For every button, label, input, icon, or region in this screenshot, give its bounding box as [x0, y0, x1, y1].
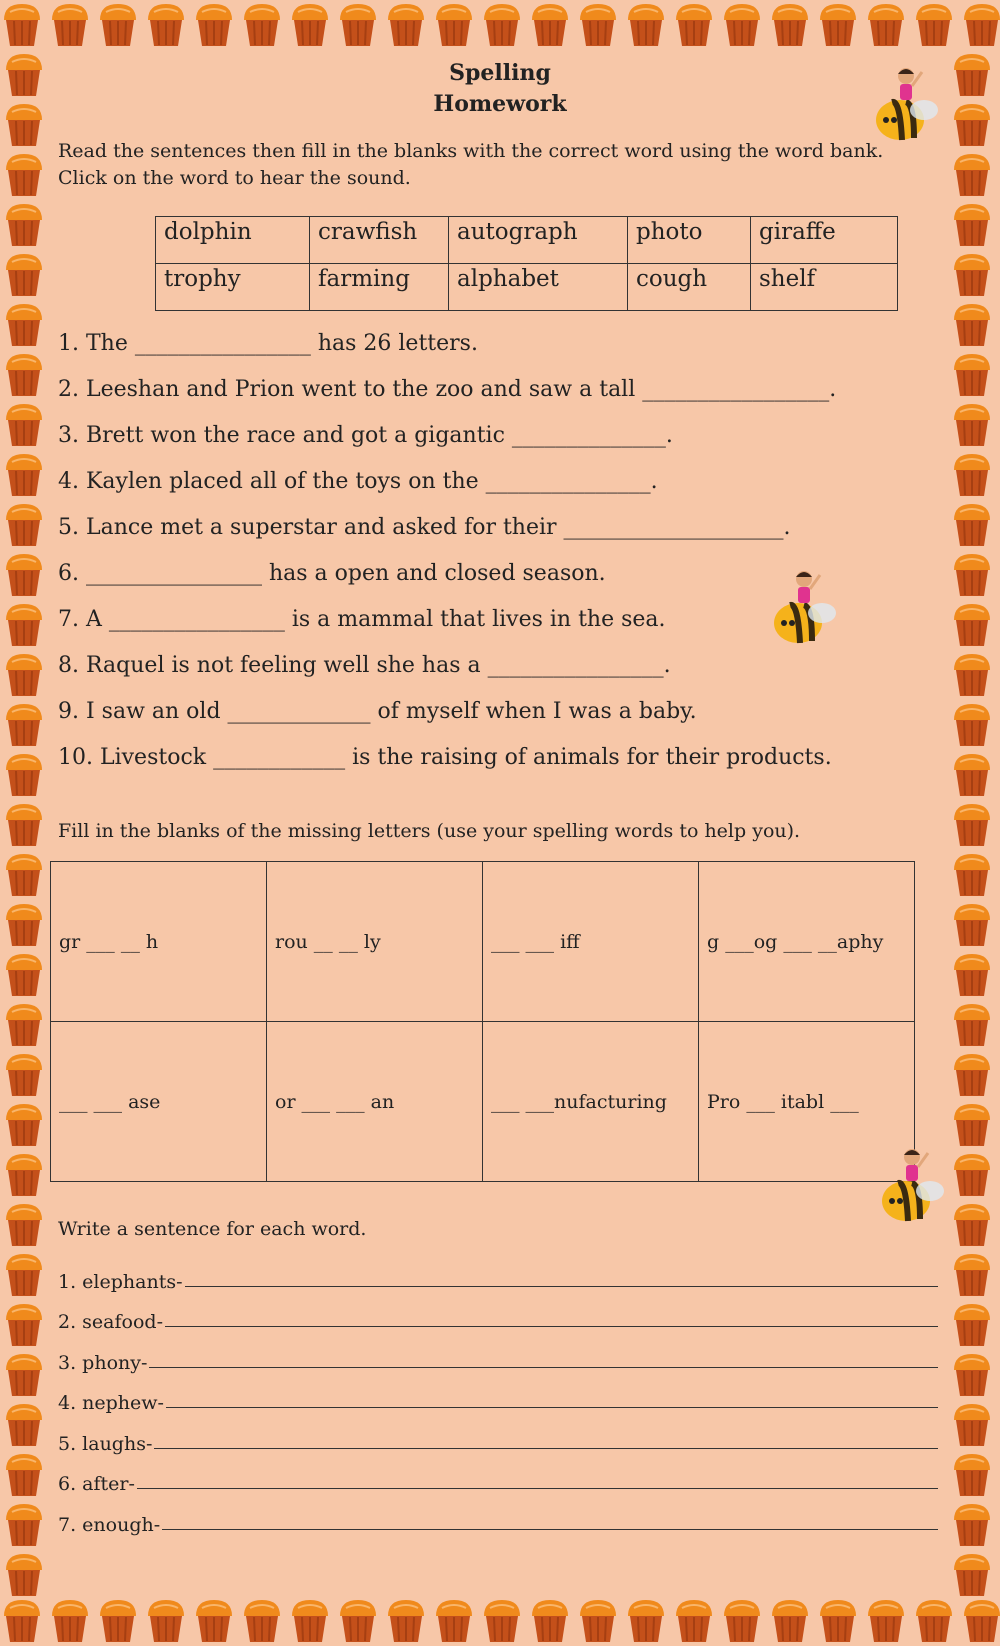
muffin-icon	[2, 750, 46, 798]
muffin-icon	[432, 0, 476, 48]
muffin-icon	[950, 1300, 994, 1348]
muffin-icon	[384, 1596, 428, 1644]
muffin-icon	[672, 0, 716, 48]
muffin-icon	[950, 1450, 994, 1498]
write-item	[58, 1252, 938, 1293]
muffin-icon	[528, 1596, 572, 1644]
write-sentence-instructions: Write a sentence for each word.	[58, 1218, 367, 1240]
muffin-icon	[2, 300, 46, 348]
muffin-icon	[0, 0, 44, 48]
missing-letters-instructions: Fill in the blanks of the missing letters (use your spelling words to help you).	[58, 820, 801, 842]
bee-rider-icon	[872, 62, 942, 147]
muffin-icon	[950, 300, 994, 348]
muffin-icon	[2, 250, 46, 298]
missing-letters-cell: ___ ___ iff	[483, 862, 699, 1022]
muffin-icon	[576, 1596, 620, 1644]
write-word-label: 1. elephants-	[58, 1270, 183, 1293]
write-word-label: 2. seafood-	[58, 1311, 163, 1333]
sentence-item: 4. Kaylen placed all of the toys on the _______________.	[58, 469, 658, 494]
muffin-icon	[480, 0, 524, 48]
write-item	[58, 1374, 938, 1415]
muffin-icon	[624, 1596, 668, 1644]
answer-line[interactable]	[154, 1448, 938, 1449]
muffin-icon	[950, 1150, 994, 1198]
missing-letters-cell: ___ ___nufacturing	[483, 1022, 699, 1182]
muffin-icon	[240, 1596, 284, 1644]
muffin-icon	[950, 150, 994, 198]
muffin-icon	[2, 650, 46, 698]
muffin-icon	[672, 1596, 716, 1644]
word-bank-word[interactable]: photo	[628, 217, 751, 264]
missing-letters-cell: rou __ __ ly	[267, 862, 483, 1022]
page-title	[0, 58, 1000, 120]
muffin-border-right	[950, 50, 994, 1598]
muffin-icon	[950, 250, 994, 298]
answer-line[interactable]	[137, 1488, 938, 1489]
missing-letters-cell: ___ ___ ase	[51, 1022, 267, 1182]
muffin-icon	[2, 400, 46, 448]
write-word-label: 3. phony-	[58, 1351, 148, 1374]
muffin-icon	[950, 1550, 994, 1598]
muffin-icon	[144, 0, 188, 48]
muffin-border-top	[0, 0, 1000, 48]
muffin-icon	[2, 1000, 46, 1048]
muffin-icon	[950, 1000, 994, 1048]
write-item	[58, 1293, 938, 1334]
sentence-item: 6. ________________ has a open and closed season.	[58, 561, 606, 586]
missing-letters-cell: or ___ ___ an	[267, 1022, 483, 1182]
fill-in-sentences	[58, 328, 836, 788]
muffin-icon	[96, 0, 140, 48]
muffin-icon	[288, 1596, 332, 1644]
muffin-icon	[950, 1100, 994, 1148]
muffin-icon	[950, 850, 994, 898]
muffin-icon	[288, 0, 332, 48]
word-bank-word[interactable]: cough	[628, 264, 751, 311]
muffin-icon	[2, 1450, 46, 1498]
muffin-icon	[950, 1200, 994, 1248]
word-bank-word[interactable]: shelf	[751, 264, 898, 311]
muffin-icon	[950, 400, 994, 448]
word-bank-table	[155, 216, 898, 311]
muffin-icon	[720, 1596, 764, 1644]
muffin-icon	[432, 1596, 476, 1644]
muffin-icon	[2, 200, 46, 248]
muffin-icon	[950, 1400, 994, 1448]
muffin-icon	[384, 0, 428, 48]
muffin-icon	[2, 1300, 46, 1348]
muffin-icon	[2, 350, 46, 398]
muffin-icon	[2, 1350, 46, 1398]
write-word-label: 5. laughs-	[58, 1432, 153, 1455]
write-sentence-list	[58, 1252, 938, 1536]
sentence-item: 1. The ________________ has 26 letters.	[58, 331, 478, 356]
title-line-2: Homework	[433, 91, 567, 117]
word-bank-instructions: Read the sentences then fill in the blanks with the correct word using the word bank. Click on the word to hear the sound.	[58, 140, 884, 189]
muffin-border-left	[2, 50, 46, 1598]
muffin-icon	[2, 1400, 46, 1448]
muffin-icon	[2, 1500, 46, 1548]
muffin-icon	[2, 1200, 46, 1248]
muffin-icon	[950, 950, 994, 998]
muffin-icon	[336, 1596, 380, 1644]
muffin-icon	[768, 0, 812, 48]
muffin-icon	[2, 700, 46, 748]
muffin-icon	[48, 0, 92, 48]
write-word-label: 7. enough-	[58, 1513, 161, 1536]
muffin-icon	[864, 1596, 908, 1644]
muffin-icon	[336, 0, 380, 48]
title-line-1: Spelling	[449, 60, 551, 86]
muffin-icon	[950, 1500, 994, 1548]
muffin-icon	[960, 1596, 1000, 1644]
sentence-item: 9. I saw an old _____________ of myself when I was a baby.	[58, 699, 697, 724]
muffin-icon	[2, 1050, 46, 1098]
missing-letters-cell: gr ___ __ h	[51, 862, 267, 1022]
muffin-icon	[950, 450, 994, 498]
write-word-label: 4. nephew-	[58, 1392, 164, 1414]
muffin-icon	[950, 600, 994, 648]
missing-letters-row	[51, 862, 915, 1022]
bee-rider-icon	[770, 565, 840, 650]
muffin-icon	[2, 1150, 46, 1198]
write-item	[58, 1495, 938, 1536]
muffin-icon	[950, 500, 994, 548]
missing-letters-cell: g ___og ___ __aphy	[699, 862, 915, 1022]
sentence-item: 8. Raquel is not feeling well she has a ________________.	[58, 653, 671, 678]
muffin-icon	[912, 1596, 956, 1644]
muffin-icon	[2, 450, 46, 498]
missing-letters-table	[50, 861, 915, 1182]
muffin-icon	[864, 0, 908, 48]
muffin-icon	[0, 1596, 44, 1644]
answer-line[interactable]	[185, 1286, 938, 1287]
muffin-icon	[2, 950, 46, 998]
write-word-label: 6. after-	[58, 1473, 135, 1495]
muffin-icon	[2, 600, 46, 648]
muffin-icon	[912, 0, 956, 48]
muffin-icon	[950, 750, 994, 798]
muffin-icon	[2, 900, 46, 948]
muffin-icon	[950, 800, 994, 848]
muffin-icon	[2, 1100, 46, 1148]
muffin-icon	[192, 1596, 236, 1644]
word-bank-word[interactable]: autograph	[449, 217, 628, 264]
muffin-icon	[2, 550, 46, 598]
word-bank-word[interactable]: alphabet	[449, 264, 628, 311]
muffin-icon	[950, 650, 994, 698]
muffin-icon	[624, 0, 668, 48]
muffin-icon	[950, 700, 994, 748]
muffin-border-bottom	[0, 1596, 1000, 1644]
muffin-icon	[816, 0, 860, 48]
bee-rider-icon	[878, 1143, 948, 1228]
muffin-icon	[950, 1250, 994, 1298]
muffin-icon	[950, 350, 994, 398]
word-bank-word[interactable]: giraffe	[751, 217, 898, 264]
word-bank-word[interactable]: farming	[310, 264, 449, 311]
missing-letters-cell: Pro ___ itabl ___	[699, 1022, 915, 1182]
missing-letters-row	[51, 1022, 915, 1182]
muffin-icon	[950, 900, 994, 948]
muffin-icon	[950, 200, 994, 248]
muffin-icon	[96, 1596, 140, 1644]
muffin-icon	[2, 800, 46, 848]
muffin-icon	[950, 1350, 994, 1398]
answer-line[interactable]	[165, 1326, 938, 1327]
muffin-icon	[2, 150, 46, 198]
muffin-icon	[768, 1596, 812, 1644]
write-item	[58, 1455, 938, 1496]
muffin-icon	[2, 1250, 46, 1298]
muffin-icon	[960, 0, 1000, 48]
muffin-icon	[480, 1596, 524, 1644]
answer-line[interactable]	[166, 1407, 938, 1408]
muffin-icon	[192, 0, 236, 48]
muffin-icon	[950, 550, 994, 598]
sentence-item: 2. Leeshan and Prion went to the zoo and saw a tall _________________.	[58, 377, 837, 402]
answer-line[interactable]	[162, 1529, 938, 1530]
muffin-icon	[48, 1596, 92, 1644]
muffin-icon	[240, 0, 284, 48]
muffin-icon	[2, 500, 46, 548]
word-bank-row	[156, 217, 898, 264]
muffin-icon	[528, 0, 572, 48]
write-item	[58, 1414, 938, 1455]
muffin-icon	[144, 1596, 188, 1644]
muffin-icon	[720, 0, 764, 48]
muffin-icon	[2, 1550, 46, 1598]
sentence-item: 7. A ________________ is a mammal that lives in the sea.	[58, 607, 666, 632]
word-bank-word[interactable]: crawfish	[310, 217, 449, 264]
write-item	[58, 1333, 938, 1374]
muffin-icon	[816, 1596, 860, 1644]
muffin-icon	[2, 850, 46, 898]
word-bank-word[interactable]: dolphin	[156, 217, 310, 264]
muffin-icon	[576, 0, 620, 48]
answer-line[interactable]	[149, 1367, 938, 1368]
word-bank-word[interactable]: trophy	[156, 264, 310, 311]
muffin-icon	[950, 1050, 994, 1098]
sentence-item: 5. Lance met a superstar and asked for their ____________________.	[58, 515, 791, 540]
sentence-item: 10. Livestock ____________ is the raising of animals for their products.	[58, 745, 832, 770]
sentence-item: 3. Brett won the race and got a gigantic ______________.	[58, 423, 673, 448]
word-bank-row	[156, 264, 898, 311]
